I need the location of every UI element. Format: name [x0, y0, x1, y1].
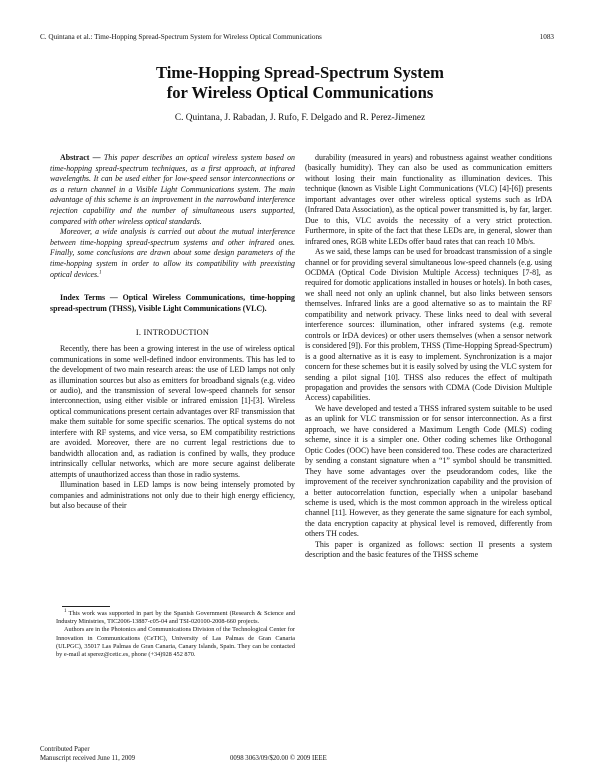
title-line-2: for Wireless Optical Communications [166, 83, 434, 102]
body-paragraph-1: durability (measured in years) and robustness against weather conditions (basically humidity). They can also be used as communication emitters without losing their main functionality as illumination devices. This technique (known as Visible Light Communications (VLC) [4]-[6]) presents important advantages over other wireless optical systems such as IrDA (Infrared Data Association), as the optical power transmitted is, by far, larger. Due to this, VLC avoids the necessity of a very strict protection. Furthermore, in spite of the fact that these LEDs are, in general, slower than infrared ones, RGB white LEDs offer baud rates that can reach 10 Mb/s. [305, 153, 552, 246]
manuscript-received: Manuscript received June 11, 2009 [40, 755, 136, 762]
abstract [50, 153, 295, 280]
intro-paragraph-1: Recently, there has been a growing interest in the use of wireless optical communications in some well-defined indoor environments. This has led to the development of two main research areas: the use of LED lamps not only as illumination sources but also as emitters for broadband signals (e.g. video or audio), and the transmission of several low-speed channels for sensor interconnection, using either visible or infrared emission [1]-[3]. Wireless optical communications present certain advantages over RF transmission that make them suitable for some specific scenarios. The optical systems do not interfere with RF systems, and vice versa, so EM compatibility restrictions are avoided. Moreover, there are no current legal restrictions due to bandwidth allocation and, as radiation is confined by walls, they produce intrinsically cellular networks, which are more secure against deliberate attempts of unauthorized access than those in radio systems. [50, 344, 295, 479]
intro-paragraph-2: Illumination based in LED lamps is now being intensely promoted by companies and administrations not only due to their high energy efficiency, but also because of their [50, 480, 295, 510]
footnote-1-marker: 1 [64, 608, 67, 614]
page-number: 1083 [539, 33, 554, 41]
footer-left [40, 745, 135, 763]
abstract-text-1: This paper describes an optical wireless system based on time-hopping spread-spectrum techniques, as a first approach, at infrared wavelengths. It can be used either for low-speed sensor interconnections or as a return channel in a Visible Light Communications system. The main advantage of this scheme is an improvement in the narrowband interference rejection capability and the number of simultaneous users supported, compared with other wireless optical standards. [50, 153, 295, 226]
left-column [50, 153, 295, 511]
section-heading: I. INTRODUCTION [135, 327, 210, 337]
footnote-marker: 1 [99, 269, 102, 275]
body-paragraph-4: This paper is organized as follows: section II presents a system description and the basic features of the THSS scheme [305, 539, 552, 560]
footnote-1-text: This work was supported in part by the Spanish Government (Research & Science and Industry Ministries, TIC2006-13887-c05-04 and TSI-020100-2008-660 projects. [56, 610, 295, 626]
running-head: C. Quintana et al.: Time-Hopping Spread-Spectrum System for Wireless Optical Communications [40, 33, 322, 41]
paper-title [0, 63, 600, 103]
abstract-paragraph-2 [50, 227, 295, 280]
right-column [305, 153, 552, 561]
body-paragraph-3: We have developed and tested a THSS infrared system suitable to be used as an uplink for VLC transmission or for sensor interconnection. As a first approach, we have considered a Maximum Length Code (MLS) coding scheme, since it is a simpler one. Other coding schemes like Orthogonal Optic Codes (OOC) have been considered too. These codes are characterized by sending a constant signature when a “1” symbol should be transmitted. They have some advantages over the pseudorandom codes, like the improvement of the receiver synchronization capability and the provision of a better autocorrelation function, especially when a unipolar baseband scheme is used, which is the most common approach in the wireless optical channel [11]. However, as they generate the same signature for each symbol, the data encryption capacity at physical level is removed, differently from others TH codes. [305, 403, 552, 539]
footnote-divider [62, 606, 110, 607]
abstract-paragraph-1 [50, 153, 295, 227]
footnotes [56, 610, 295, 659]
footnote-1 [56, 610, 295, 626]
abstract-text-2: Moreover, a wide analysis is carried out about the mutual interference between time-hopping spread-spectrum systems and other infrared ones. Finally, some conclusions are drawn about some design parameters of the time-hopping system in order to allow its compatibility with preexisting optical devices. [50, 227, 295, 279]
footnote-2: Authors are in the Photonics and Communications Division of the Technological Center for Innovation in Communications (CeTIC), University of Las Palmas de Gran Canaria (ULPGC), 35017 Las Palmas de Gran Canaria, Canary Islands, Spain. They can be contacted by e-mail at sperez@cetic.es, phone (+34)928 452 870. [56, 626, 295, 659]
body-paragraph-2: As we said, these lamps can be used for broadcast transmission of a single channel or for providing several simultaneous low-speed channels (e.g. using OCDMA (Optical Code Division Multiple Access) techniques [7-8], as required for domotic applications installed in houses or hotels). In both cases, we shall need not only an uplink channel, but also links between sensors themselves. Infrared links are a good alternative so as to maintain the RF compatibility and network privacy. These links need to deal with several interference sources: illumination, other infrared systems (e.g. remote controls or IrDA devices) or other users themselves (when a sensor network is considered [9]). For this problem, THSS (Time-Hopping Spread-Spectrum) is a good alternative as it is easy to implement. Synchronization is a major concern for these schemes but it is easily solved by using the VLC system for sending a pilot signal [10]. THSS also reduces the effect of multipath propagation and provides the sensors with CDMA (Code Division Multiple Access) capabilities. [305, 247, 552, 403]
author-list: C. Quintana, J. Rabadan, J. Rufo, F. Delgado and R. Perez-Jimenez [174, 113, 426, 123]
title-line-1: Time-Hopping Spread-Spectrum System [156, 63, 444, 82]
abstract-label: Abstract — [60, 153, 101, 162]
copyright-line: 0098 3063/09/$20.00 © 2009 IEEE [230, 755, 327, 762]
index-terms: Index Terms — Optical Wireless Communications, time-hopping spread-spectrum (THSS), Visible Light Communications (VLC). [50, 293, 295, 313]
contributed-paper-label: Contributed Paper [40, 746, 90, 753]
